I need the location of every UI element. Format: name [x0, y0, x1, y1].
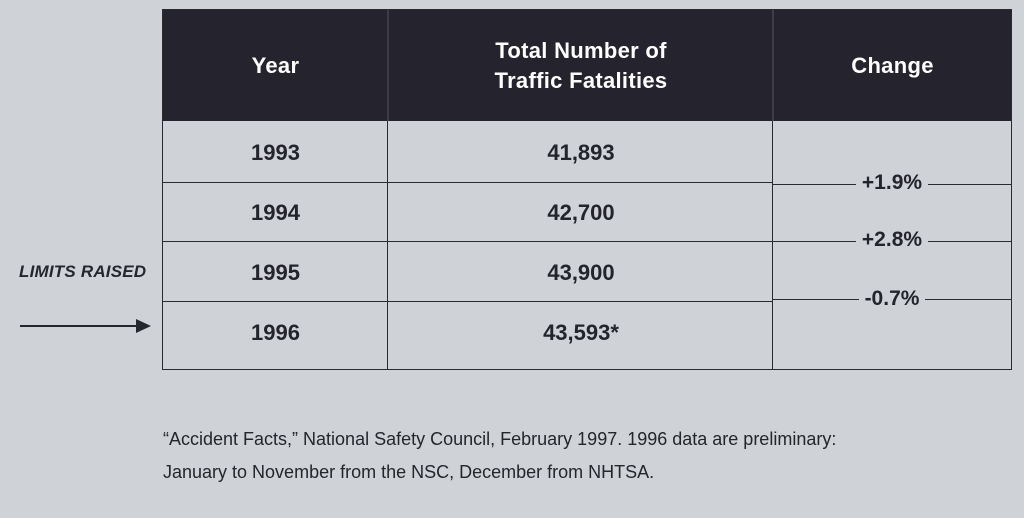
footnote-line-2: January to November from the NSC, December from NHTSA.	[163, 462, 655, 482]
header-total-fatalities: Total Number of Traffic Fatalities	[494, 37, 668, 93]
cell-total-1995: 43,900	[547, 260, 615, 285]
arrow-right-icon	[20, 315, 152, 337]
cell-total-1994: 42,700	[547, 200, 615, 225]
table-header	[163, 10, 1011, 121]
change-1994-1995: +2.8%	[856, 228, 928, 251]
fatalities-table	[162, 9, 1012, 370]
cell-total-1996: 43,593*	[543, 320, 619, 345]
row-separator-2	[163, 241, 773, 242]
footnote-line-1: “Accident Facts,” National Safety Council, February 1997. 1996 data are preliminary:	[163, 429, 837, 449]
cell-year-1993: 1993	[251, 140, 300, 165]
cell-year-1996: 1996	[251, 320, 300, 345]
header-year: Year	[251, 52, 300, 78]
cell-year-1995: 1995	[251, 260, 300, 285]
change-1993-1994: +1.9%	[856, 171, 928, 194]
change-1995-1996: -0.7%	[859, 287, 926, 310]
cell-total-1993: 41,893	[547, 140, 615, 165]
row-separator-1	[163, 182, 773, 183]
cell-year-1994: 1994	[251, 200, 300, 225]
header-change: Change	[851, 52, 934, 78]
row-separator-3	[163, 301, 773, 302]
limits-raised-label: LIMITS RAISED	[19, 262, 147, 281]
